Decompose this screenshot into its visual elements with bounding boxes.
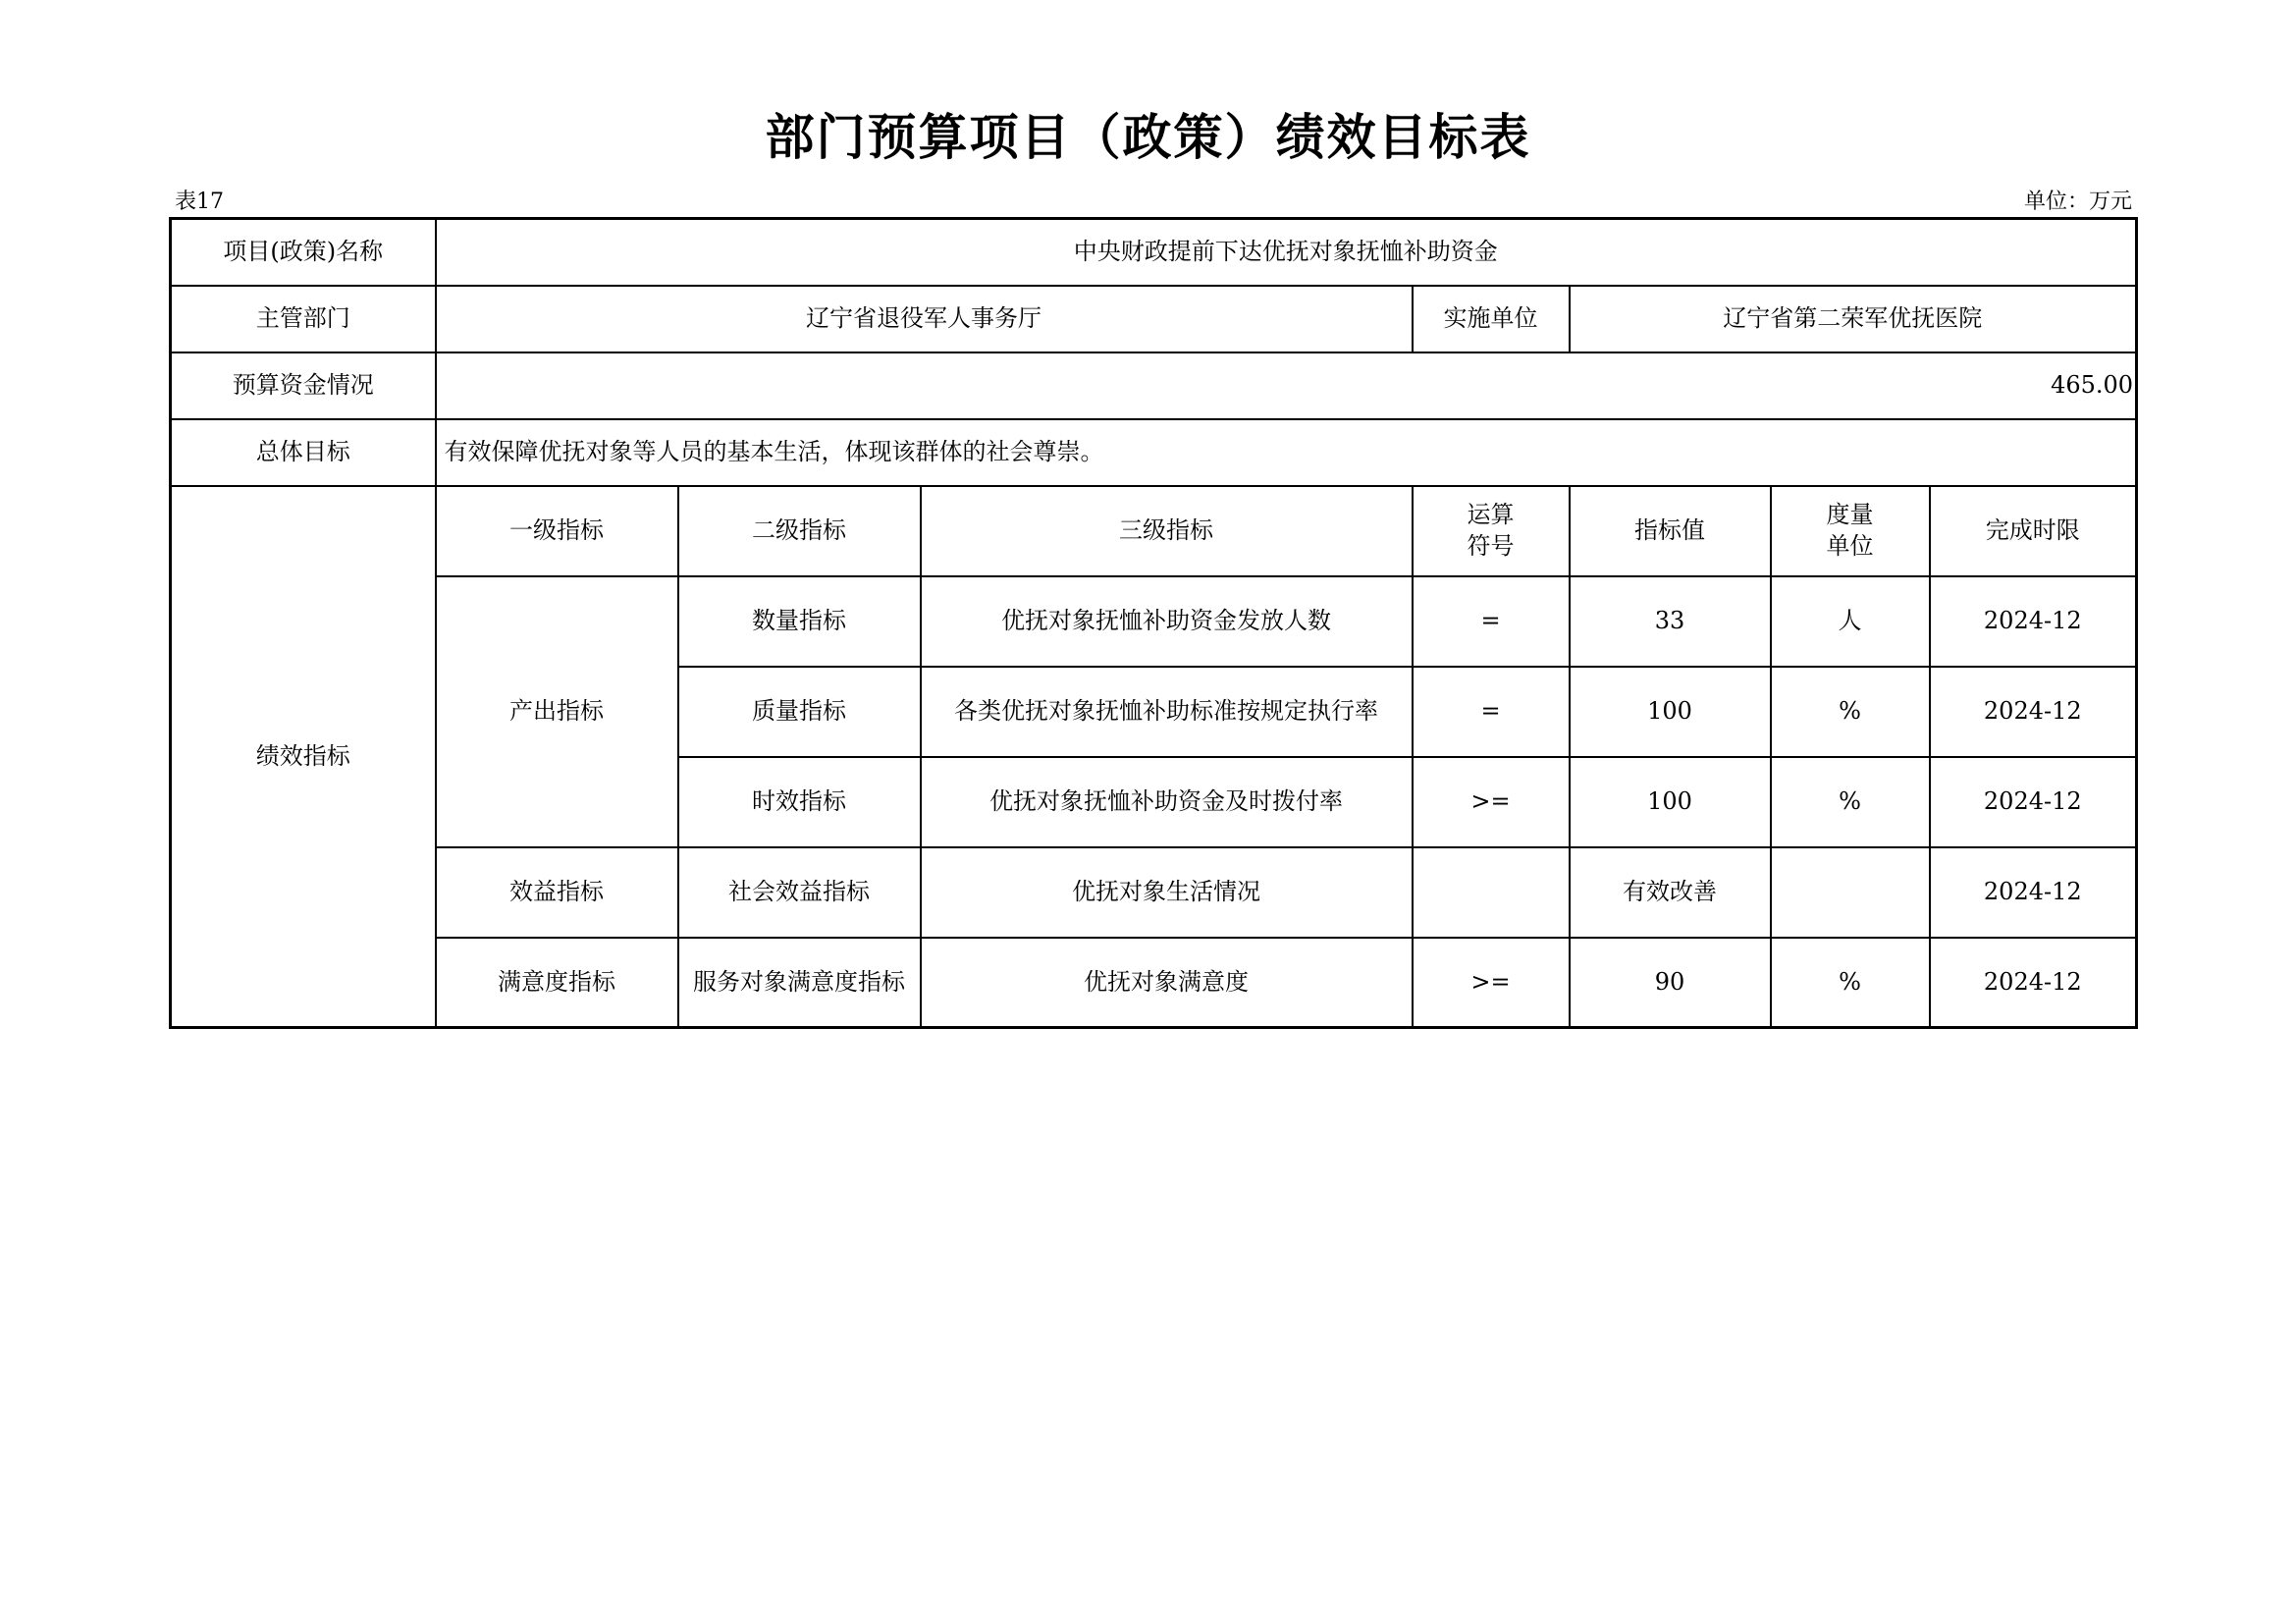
impl-unit-value: 辽宁省第二荣军优抚医院 [1570,286,2137,352]
cell-level2: 时效指标 [678,757,921,847]
page-title: 部门预算项目（政策）绩效目标表 [765,109,1531,166]
cell-deadline: 2024-12 [1930,757,2137,847]
cell-deadline: 2024-12 [1930,667,2137,757]
group-satisfaction: 满意度指标 [436,938,678,1028]
header-level1: 一级指标 [436,486,678,576]
goal-value: 有效保障优抚对象等人员的基本生活，体现该群体的社会尊崇。 [436,419,2137,486]
cell-level3: 优抚对象生活情况 [921,847,1413,938]
table-row [171,576,2137,667]
cell-unit: % [1771,938,1930,1028]
group-benefit: 效益指标 [436,847,678,938]
cell-unit: 人 [1771,576,1930,667]
cell-level2: 社会效益指标 [678,847,921,938]
cell-deadline: 2024-12 [1930,938,2137,1028]
cell-level2: 数量指标 [678,576,921,667]
cell-operator: = [1413,667,1570,757]
header-measure-line2: 单位 [1826,531,1874,560]
cell-level2: 质量指标 [678,667,921,757]
cell-value: 有效改善 [1570,847,1771,938]
group-output: 产出指标 [436,576,678,847]
cell-value: 33 [1570,576,1771,667]
cell-value: 90 [1570,938,1771,1028]
header-measure-unit [1771,486,1930,576]
row-budget [171,352,2137,419]
header-operator [1413,486,1570,576]
project-name-value: 中央财政提前下达优抚对象抚恤补助资金 [436,219,2137,286]
cell-deadline: 2024-12 [1930,576,2137,667]
budget-label: 预算资金情况 [171,352,436,419]
row-indicator-header [171,486,2137,576]
indicator-label: 绩效指标 [171,486,436,1028]
cell-value: 100 [1570,757,1771,847]
header-level2: 二级指标 [678,486,921,576]
impl-unit-label: 实施单位 [1413,286,1570,352]
header-value: 指标值 [1570,486,1771,576]
cell-unit: % [1771,757,1930,847]
cell-level3: 优抚对象满意度 [921,938,1413,1028]
goal-label: 总体目标 [171,419,436,486]
budget-value: 465.00 [436,352,2137,419]
dept-label: 主管部门 [171,286,436,352]
cell-unit: % [1771,667,1930,757]
table-number: 表17 [175,189,224,214]
table-row [171,847,2137,938]
cell-operator [1413,847,1570,938]
cell-level3: 各类优抚对象抚恤补助标准按规定执行率 [921,667,1413,757]
cell-level3: 优抚对象抚恤补助资金发放人数 [921,576,1413,667]
cell-value: 100 [1570,667,1771,757]
cell-level3: 优抚对象抚恤补助资金及时拨付率 [921,757,1413,847]
table-row [171,938,2137,1028]
cell-unit [1771,847,1930,938]
project-name-label: 项目(政策)名称 [171,219,436,286]
header-measure-line1: 度量 [1826,501,1874,529]
row-goal [171,419,2137,486]
header-operator-line2: 符号 [1467,531,1515,560]
cell-operator: >= [1413,757,1570,847]
dept-value: 辽宁省退役军人事务厅 [436,286,1413,352]
header-level3: 三级指标 [921,486,1413,576]
performance-table [169,217,2138,1029]
cell-operator: >= [1413,938,1570,1028]
row-project-name [171,219,2137,286]
cell-level2: 服务对象满意度指标 [678,938,921,1028]
header-operator-line1: 运算 [1467,501,1515,529]
unit-label: 单位：万元 [2023,189,2132,214]
cell-deadline: 2024-12 [1930,847,2137,938]
row-department [171,286,2137,352]
cell-operator: = [1413,576,1570,667]
header-deadline: 完成时限 [1930,486,2137,576]
